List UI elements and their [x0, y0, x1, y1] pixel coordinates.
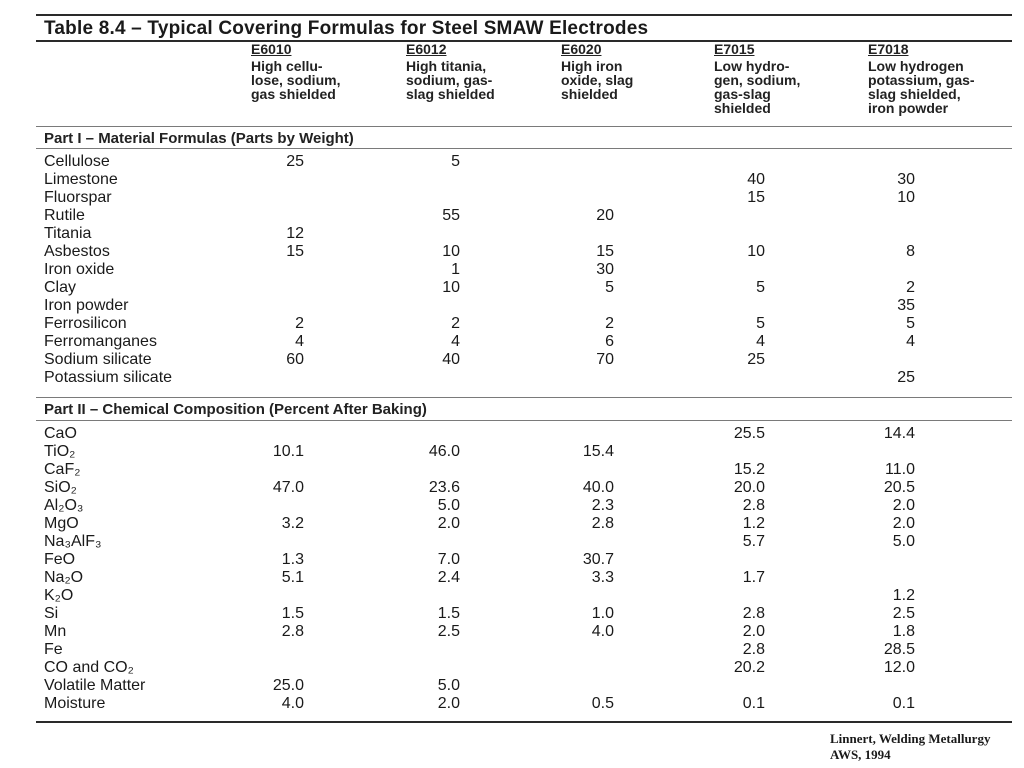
row-label: Ferrosilicon	[44, 315, 127, 332]
table-cell: 12.0	[883, 659, 915, 676]
table-cell: 4	[295, 333, 304, 350]
row-label: CaO	[44, 425, 77, 442]
table-cell: 0.1	[892, 695, 915, 712]
table-cell: 60	[286, 351, 304, 368]
table-cell: 3.2	[281, 515, 304, 532]
table-cell: 20.2	[733, 659, 765, 676]
table-row	[0, 479, 1000, 497]
table-cell: 2.8	[742, 605, 765, 622]
column-description: High iron oxide, slag shielded	[561, 58, 634, 102]
table-cell: 5.0	[892, 533, 915, 550]
table-cell: 4	[756, 333, 765, 350]
table-cell: 40	[747, 171, 765, 188]
table-cell: 7.0	[437, 551, 460, 568]
table-cell: 4.0	[281, 695, 304, 712]
row-label: MgO	[44, 515, 79, 532]
column-header-1	[406, 42, 566, 101]
table-row	[0, 497, 1000, 515]
table-cell: 30.7	[582, 551, 614, 568]
row-label: Sodium silicate	[44, 351, 152, 368]
table-cell: 40.0	[582, 479, 614, 496]
table-cell: 23.6	[428, 479, 460, 496]
table-cell: 4.0	[591, 623, 614, 640]
column-header-4	[868, 42, 1024, 115]
table-cell: 20.0	[733, 479, 765, 496]
table-cell: 4	[906, 333, 915, 350]
table-cell: 20.5	[883, 479, 915, 496]
table-cell: 1.7	[742, 569, 765, 586]
table-row	[0, 315, 1000, 333]
table-cell: 1.0	[591, 605, 614, 622]
row-label: Titania	[44, 225, 92, 242]
table-cell: 4	[451, 333, 460, 350]
table-row	[0, 297, 1000, 315]
row-label: K₂O	[44, 587, 74, 604]
table-cell: 0.5	[591, 695, 614, 712]
column-header-2	[561, 42, 721, 101]
table-cell: 5	[906, 315, 915, 332]
table-row	[0, 587, 1000, 605]
table-cell: 5.0	[437, 677, 460, 694]
table-cell: 15	[286, 243, 304, 260]
row-label: Iron oxide	[44, 261, 115, 278]
table-cell: 10	[442, 279, 460, 296]
column-code: E7015	[714, 41, 755, 57]
table-row	[0, 641, 1000, 659]
row-label: Cellulose	[44, 153, 110, 170]
row-label: FeO	[44, 551, 76, 568]
row-label: Limestone	[44, 171, 118, 188]
row-label: Ferromanganes	[44, 333, 157, 350]
table-cell: 55	[442, 207, 460, 224]
table-cell: 12	[286, 225, 304, 242]
table-cell: 1.2	[892, 587, 915, 604]
table-cell: 1.8	[892, 623, 915, 640]
column-code: E6020	[561, 41, 602, 57]
table-cell: 6	[605, 333, 614, 350]
row-label: Al₂O₃	[44, 497, 84, 514]
table-row	[0, 425, 1000, 443]
table-cell: 2.0	[437, 695, 460, 712]
table-cell: 5	[756, 315, 765, 332]
table-row	[0, 605, 1000, 623]
table-cell: 15	[596, 243, 614, 260]
table-cell: 5	[756, 279, 765, 296]
table-cell: 20	[596, 207, 614, 224]
column-code: E7018	[868, 41, 909, 57]
table-title: Table 8.4 – Typical Covering Formulas for Steel SMAW Electrodes	[44, 18, 649, 39]
credit-line-1: Linnert, Welding Metallurgy	[830, 731, 991, 746]
table-cell: 25.5	[733, 425, 765, 442]
row-label: Rutile	[44, 207, 85, 224]
table-cell: 35	[897, 297, 915, 314]
row-label: Moisture	[44, 695, 106, 712]
table-cell: 2.0	[892, 497, 915, 514]
table-row	[0, 677, 1000, 695]
part2-label: Part II – Chemical Composition (Percent After Baking)	[44, 401, 427, 418]
row-label: Volatile Matter	[44, 677, 146, 694]
table-cell: 15.2	[733, 461, 765, 478]
column-description: High cellu- lose, sodium, gas shielded	[251, 58, 341, 102]
column-code: E6010	[251, 41, 292, 57]
table-cell: 2.3	[591, 497, 614, 514]
table-cell: 46.0	[428, 443, 460, 460]
row-label: CO and CO₂	[44, 659, 134, 676]
table-cell: 8	[906, 243, 915, 260]
table-cell: 40	[442, 351, 460, 368]
table-cell: 25	[286, 153, 304, 170]
table-cell: 2.0	[892, 515, 915, 532]
table-row	[0, 443, 1000, 461]
table-row	[0, 533, 1000, 551]
column-description: Low hydrogen potassium, gas- slag shielded, iron powder	[868, 58, 975, 116]
top-rule	[36, 14, 1012, 16]
table-cell: 2.8	[591, 515, 614, 532]
part1-label: Part I – Material Formulas (Parts by Weight)	[44, 130, 354, 147]
table-cell: 10.1	[272, 443, 304, 460]
credit-line-2: AWS, 1994	[830, 747, 891, 762]
table-row	[0, 515, 1000, 533]
table-row	[0, 569, 1000, 587]
table-cell: 3.3	[591, 569, 614, 586]
table-row	[0, 279, 1000, 297]
table-cell: 1.2	[742, 515, 765, 532]
row-label: Mn	[44, 623, 67, 640]
row-label: SiO₂	[44, 479, 77, 496]
table-cell: 15.4	[582, 443, 614, 460]
column-description: Low hydro- gen, sodium, gas-slag shielded	[714, 58, 801, 116]
table-cell: 10	[442, 243, 460, 260]
table-cell: 10	[897, 189, 915, 206]
row-label: TiO₂	[44, 443, 76, 460]
table-cell: 2.8	[281, 623, 304, 640]
row-label: Potassium silicate	[44, 369, 173, 386]
table-row	[0, 461, 1000, 479]
table-cell: 2	[605, 315, 614, 332]
table-cell: 1.5	[281, 605, 304, 622]
table-row	[0, 207, 1000, 225]
row-label: Clay	[44, 279, 77, 296]
table-row	[0, 695, 1000, 713]
column-header-3	[714, 42, 874, 115]
table-row	[0, 369, 1000, 387]
table-row	[0, 623, 1000, 641]
table-cell: 11.0	[885, 461, 915, 478]
table-row	[0, 225, 1000, 243]
column-description: High titania, sodium, gas- slag shielded	[406, 58, 495, 102]
table-cell: 1	[451, 261, 460, 278]
table-cell: 2	[451, 315, 460, 332]
row-label: Na₂O	[44, 569, 84, 586]
table-cell: 1.3	[281, 551, 304, 568]
header-rule	[36, 126, 1012, 127]
table-row	[0, 351, 1000, 369]
part2-top-rule	[36, 397, 1012, 398]
table-cell: 2.0	[742, 623, 765, 640]
column-code: E6012	[406, 41, 447, 57]
table-cell: 5.1	[281, 569, 304, 586]
table-cell: 5.7	[742, 533, 765, 550]
table-cell: 2.4	[437, 569, 460, 586]
table-cell: 14.4	[883, 425, 915, 442]
table-row	[0, 171, 1000, 189]
table-row	[0, 153, 1000, 171]
row-label: Fe	[44, 641, 63, 658]
bottom-rule	[36, 721, 1012, 723]
table-row	[0, 551, 1000, 569]
table-row	[0, 189, 1000, 207]
table-row	[0, 243, 1000, 261]
source-credit	[830, 731, 990, 763]
table-cell: 5	[451, 153, 460, 170]
row-label: Fluorspar	[44, 189, 112, 206]
row-label: Asbestos	[44, 243, 110, 260]
table-cell: 47.0	[272, 479, 304, 496]
table-cell: 25.0	[272, 677, 304, 694]
row-label: Na₃AlF₃	[44, 533, 102, 550]
table-cell: 25	[747, 351, 765, 368]
table-row	[0, 333, 1000, 351]
table-cell: 0.1	[742, 695, 765, 712]
part1-rule	[36, 148, 1012, 149]
table-cell: 2.0	[437, 515, 460, 532]
table-row	[0, 261, 1000, 279]
table-cell: 5	[605, 279, 614, 296]
table-cell: 25	[897, 369, 915, 386]
table-cell: 2.5	[437, 623, 460, 640]
table-cell: 5.0	[437, 497, 460, 514]
table-cell: 15	[747, 189, 765, 206]
table-cell: 2.8	[742, 497, 765, 514]
table-cell: 2	[906, 279, 915, 296]
table-cell: 28.5	[883, 641, 915, 658]
table-cell: 2.5	[892, 605, 915, 622]
table-row	[0, 659, 1000, 677]
table-cell: 30	[596, 261, 614, 278]
row-label: Iron powder	[44, 297, 129, 314]
table-cell: 1.5	[437, 605, 460, 622]
column-header-0	[251, 42, 411, 101]
table-cell: 70	[596, 351, 614, 368]
table-cell: 10	[747, 243, 765, 260]
part2-rule	[36, 420, 1012, 421]
row-label: CaF₂	[44, 461, 81, 478]
table-cell: 30	[897, 171, 915, 188]
row-label: Si	[44, 605, 59, 622]
table-cell: 2.8	[742, 641, 765, 658]
table-cell: 2	[295, 315, 304, 332]
